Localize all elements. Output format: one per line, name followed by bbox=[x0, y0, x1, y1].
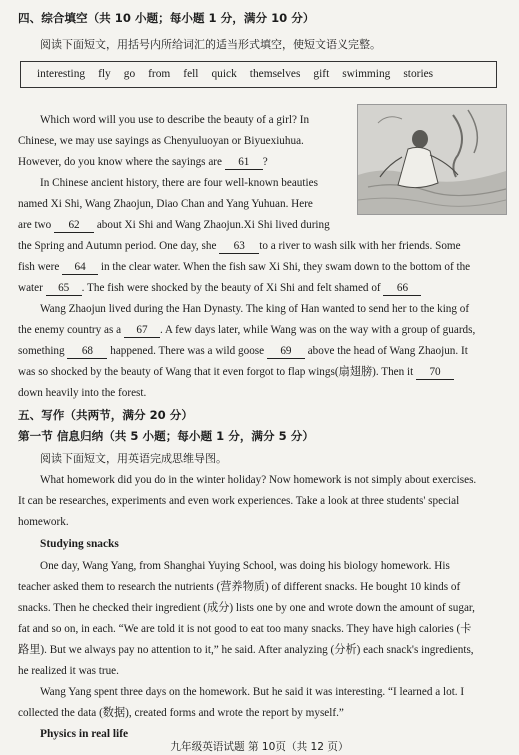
passage-text: are two bbox=[18, 219, 52, 231]
section-five-heading: 五、写作（共两节，满分 20 分） bbox=[18, 408, 193, 422]
word-bank-box bbox=[20, 61, 497, 88]
passage-line: collected the data (数据), created forms and wrote the report by myself.” bbox=[18, 707, 344, 719]
passage-line: snacks. Then he checked their ingredient (成分) lists one by one and wrote down the amount of sugar, bbox=[18, 602, 475, 614]
word-bank-item: fell bbox=[183, 67, 199, 80]
subheading-physics-in-real-life: Physics in real life bbox=[40, 728, 129, 740]
passage-text: to a river to wash silk with her friends. Some bbox=[259, 240, 461, 252]
word-bank-item: swimming bbox=[342, 67, 391, 80]
blank-67[interactable]: 67 bbox=[124, 324, 160, 338]
passage-text: the Spring and Autumn period. One day, she bbox=[18, 240, 217, 252]
blank-61[interactable]: 61 bbox=[225, 156, 263, 170]
passage-text: in the clear water. When the fish saw Xi Shi, they swam down to the bottom of the bbox=[100, 261, 471, 273]
passage-text: fish were bbox=[18, 261, 60, 273]
passage-text: However, do you know where the sayings are bbox=[18, 156, 222, 168]
passage-text: above the head of Wang Zhaojun. It bbox=[307, 345, 468, 357]
passage-line: homework. bbox=[18, 516, 69, 528]
passage-line bbox=[18, 152, 508, 173]
passage-text: happened. There was a wild goose bbox=[110, 345, 265, 357]
blank-69[interactable]: 69 bbox=[267, 345, 305, 359]
subheading-studying-snacks: Studying snacks bbox=[40, 538, 119, 550]
passage-line: One day, Wang Yang, from Shanghai Yuying School, was doing his biology homework. His bbox=[40, 560, 450, 572]
blank-64[interactable]: 64 bbox=[62, 261, 98, 275]
section-five-instruction: 阅读下面短文，用英语完成思维导图。 bbox=[40, 452, 227, 465]
passage-text: the enemy country as a bbox=[18, 324, 122, 336]
passage-line: teacher asked them to research the nutrients (营养物质) of different snacks. He bought 10 kinds of bbox=[18, 581, 461, 593]
blank-70[interactable]: 70 bbox=[416, 366, 454, 380]
word-bank-item: themselves bbox=[249, 67, 301, 80]
passage-text: . A few days later, while Wang was on the way with a group of guards, bbox=[159, 324, 476, 336]
word-bank-item: quick bbox=[211, 67, 237, 80]
passage-text: ? bbox=[262, 156, 268, 168]
passage-line: fat and so on, in each. “We are told it is not good to eat too many snacks. They have high calories (卡 bbox=[18, 623, 472, 635]
passage-line: Chinese, we may use sayings as Chenyuluoyan or Biyuexiuhua. bbox=[18, 135, 304, 147]
section-five-part-one: 第一节 信息归纳（共 5 小题；每小题 1 分，满分 5 分） bbox=[18, 429, 314, 443]
passage-line bbox=[18, 215, 508, 236]
passage-line: Wang Yang spent three days on the homework. But he said it was interesting. “I learned a lot. I bbox=[40, 686, 465, 698]
section-four-instruction: 阅读下面短文，用括号内所给词汇的适当形式填空，使短文语义完整。 bbox=[40, 38, 381, 51]
word-bank-item: fly bbox=[98, 67, 111, 80]
section-four-heading: 四、综合填空（共 10 小题；每小题 1 分，满分 10 分） bbox=[18, 11, 315, 25]
blank-66[interactable]: 66 bbox=[383, 282, 421, 296]
passage-line: 路里). But we always pay no attention to it,” he said. After analyzing (分析) each snack's ingredients, bbox=[18, 644, 474, 656]
passage-text: about Xi Shi and Wang Zhaojun.Xi Shi lived during bbox=[96, 219, 330, 231]
word-bank-item: stories bbox=[403, 67, 434, 80]
word-bank-item: go bbox=[123, 67, 136, 80]
passage-line bbox=[18, 320, 508, 341]
word-bank-item: interesting bbox=[37, 67, 86, 80]
passage-text: something bbox=[18, 345, 65, 357]
passage-line: Which word will you use to describe the beauty of a girl? In bbox=[40, 114, 310, 126]
blank-68[interactable]: 68 bbox=[67, 345, 107, 359]
passage-line: down heavily into the forest. bbox=[18, 387, 147, 399]
passage-line bbox=[18, 236, 508, 257]
blank-62[interactable]: 62 bbox=[54, 219, 94, 233]
passage-line bbox=[18, 341, 508, 362]
passage-text: water bbox=[18, 282, 43, 294]
passage-text: was so shocked by the beauty of Wang that it even forgot to flap wings(扇翅膀). Then it bbox=[18, 366, 414, 378]
passage-text: . The fish were shocked by the beauty of Xi Shi and felt shamed of bbox=[81, 282, 381, 294]
page-footer: 九年级英语试题 第 10页（共 12 页） bbox=[170, 741, 349, 753]
blank-65[interactable]: 65 bbox=[46, 282, 82, 296]
passage-line: What homework did you do in the winter holiday? Now homework is not simply about exercises. bbox=[40, 474, 477, 486]
passage-line: It can be researches, experiments and even work experiences. Take a look at three students' special bbox=[18, 495, 460, 507]
passage-line: named Xi Shi, Wang Zhaojun, Diao Chan and Yang Yuhuan. Here bbox=[18, 198, 313, 210]
passage-line: In Chinese ancient history, there are four well-known beauties bbox=[40, 177, 318, 189]
passage-line: Wang Zhaojun lived during the Han Dynasty. The king of Han wanted to send her to the king of bbox=[40, 303, 470, 315]
blank-63[interactable]: 63 bbox=[219, 240, 259, 254]
word-bank-item: gift bbox=[313, 67, 330, 80]
passage-line bbox=[18, 362, 508, 383]
passage-line bbox=[18, 257, 508, 278]
passage-line bbox=[18, 278, 508, 299]
passage-line: he realized it was true. bbox=[18, 665, 119, 677]
word-bank-item: from bbox=[148, 67, 171, 80]
